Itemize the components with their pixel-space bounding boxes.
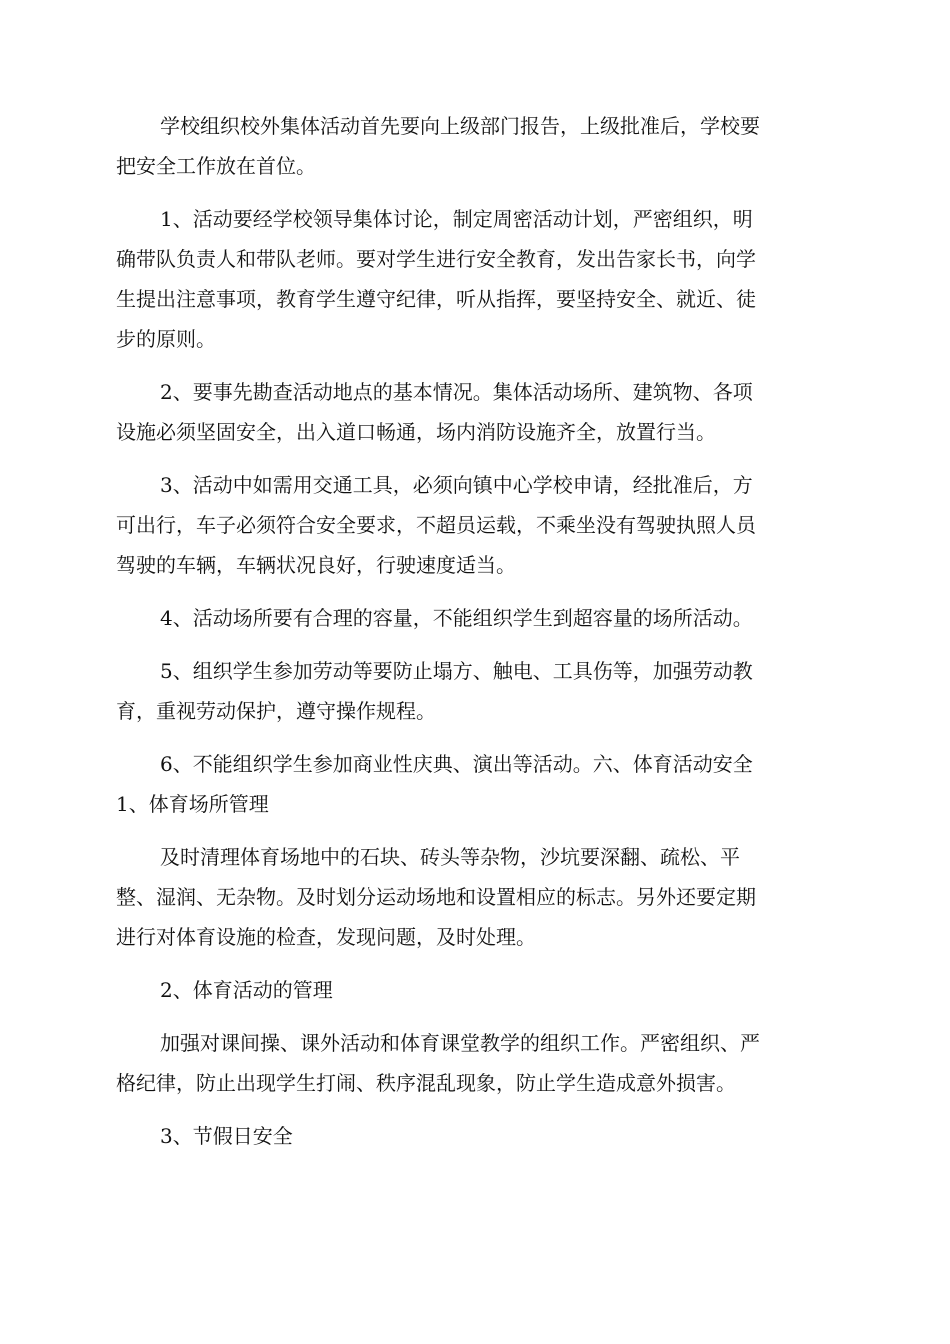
paragraph [116,1116,832,1156]
paragraph-line: 步的原则。 [116,327,216,351]
paragraph-line: 育，重视劳动保护，遵守操作规程。 [116,699,436,723]
paragraph-line: 2、要事先勘查活动地点的基本情况。集体活动场所、建筑物、各项 [160,380,753,404]
paragraph-line: 3、活动中如需用交通工具，必须向镇中心学校申请，经批准后，方 [160,473,753,497]
paragraph-line: 1、体育场所管理 [116,792,269,816]
paragraph-line: 驾驶的车辆，车辆状况良好，行驶速度适当。 [116,553,516,577]
paragraph [116,199,832,359]
paragraph-line: 学校组织校外集体活动首先要向上级部门报告，上级批准后，学校要 [160,114,760,138]
paragraph-line: 及时清理体育场地中的石块、砖头等杂物，沙坑要深翻、疏松、平 [160,845,740,869]
paragraph-line: 把安全工作放在首位。 [116,154,316,178]
paragraph [116,970,832,1010]
paragraph [116,651,832,731]
paragraph-line: 生提出注意事项，教育学生遵守纪律，听从指挥，要坚持安全、就近、徒 [116,287,756,311]
paragraph [116,465,832,585]
paragraph-line: 4、活动场所要有合理的容量，不能组织学生到超容量的场所活动。 [160,606,753,630]
paragraph-line: 加强对课间操、课外活动和体育课堂教学的组织工作。严密组织、严 [160,1031,760,1055]
paragraph [116,744,832,824]
paragraph-line: 确带队负责人和带队老师。要对学生进行安全教育，发出告家长书，向学 [116,247,756,271]
paragraph-line: 进行对体育设施的检查，发现问题，及时处理。 [116,925,536,949]
paragraph-line: 3、节假日安全 [160,1124,293,1148]
paragraph-line: 1、活动要经学校领导集体讨论，制定周密活动计划，严密组织，明 [160,207,753,231]
paragraph-line: 6、不能组织学生参加商业性庆典、演出等活动。六、体育活动安全 [160,752,753,776]
paragraph-line: 5、组织学生参加劳动等要防止塌方、触电、工具伤等，加强劳动教 [160,659,753,683]
paragraph [116,837,832,957]
paragraph-line: 格纪律，防止出现学生打闹、秩序混乱现象，防止学生造成意外损害。 [116,1071,736,1095]
paragraph [116,1023,832,1103]
document-body [116,106,832,1169]
paragraph-line: 可出行，车子必须符合安全要求，不超员运载，不乘坐没有驾驶执照人员 [116,513,756,537]
paragraph [116,598,832,638]
paragraph [116,372,832,452]
paragraph-line: 2、体育活动的管理 [160,978,333,1002]
paragraph-line: 整、湿润、无杂物。及时划分运动场地和设置相应的标志。另外还要定期 [116,885,756,909]
paragraph [116,106,832,186]
paragraph-line: 设施必须坚固安全，出入道口畅通，场内消防设施齐全，放置行当。 [116,420,716,444]
